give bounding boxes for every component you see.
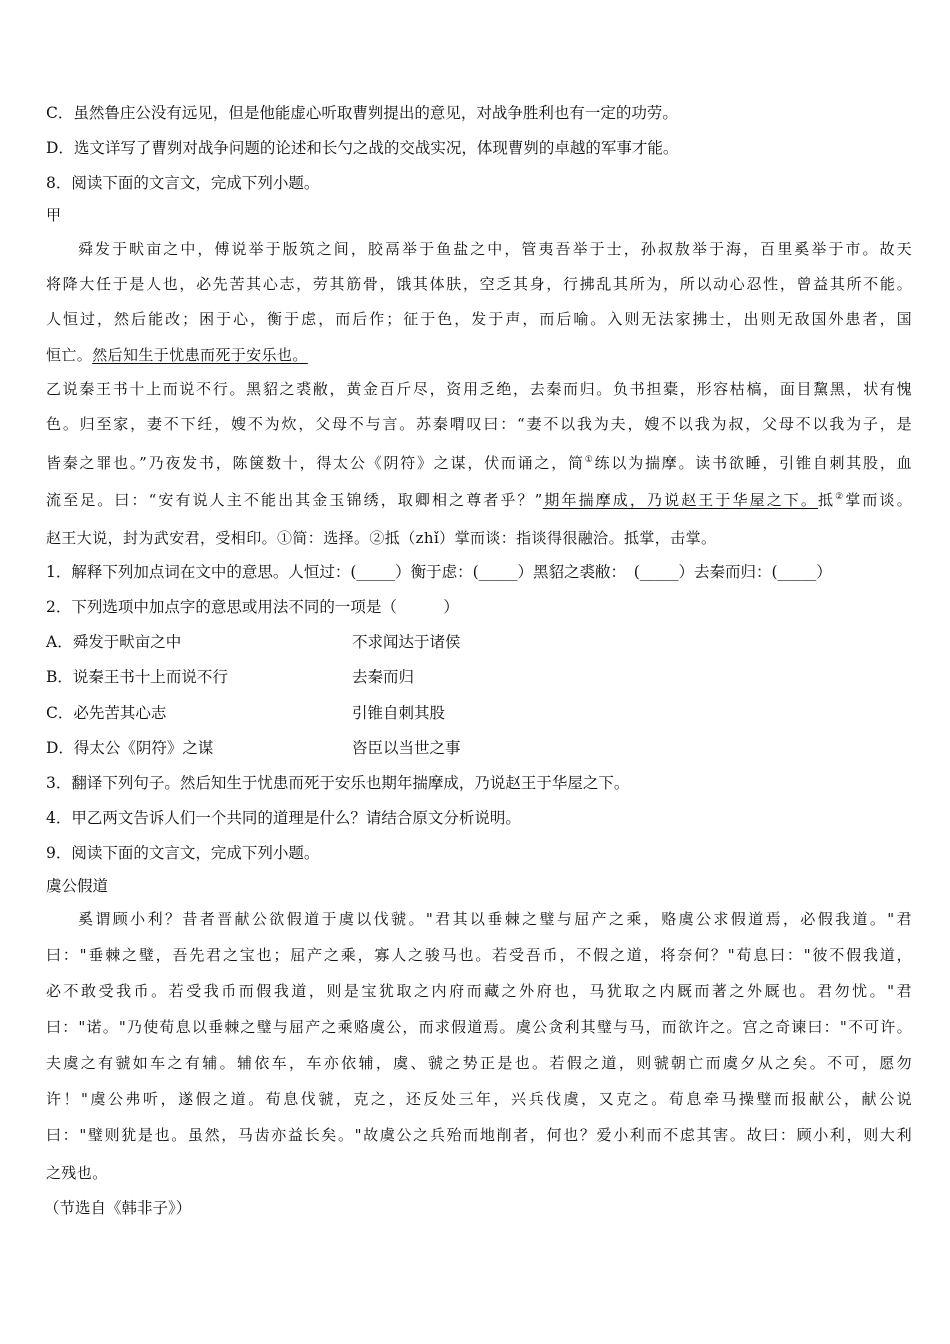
- q8-heading: 8．阅读下面的文言文，完成下列小题。: [46, 174, 320, 192]
- yi-line-4c: 抵: [818, 491, 836, 509]
- option-b-left: B．说秦王书十上而说不行: [46, 668, 228, 686]
- q9-line-2: 曰："垂棘之璧，吾先君之宝也；屈产之乘，寡人之骏马也。若受吾币，不假之道，将奈何？"荀息曰："彼不假我道，: [46, 946, 912, 964]
- q9-line-5: 夫虞之有虢如车之有辅。辅依车，车亦依辅，虞、虢之势正是也。若假之道，则虢朝亡而虞夕从之矣。不可，愿勿: [46, 1054, 912, 1072]
- q9-line-3: 必不敢受我币。若受我币而假我道，则是宝犹取之内府而藏之外府也，马犹取之内厩而著之外厩也。君勿忧。"君: [46, 982, 912, 1000]
- q9-line-4: 曰："诺。"乃使荀息以垂棘之璧与屈产之乘赂虞公，而求假道焉。虞公贪利其璧与马，而欲许之。宫之奇谏曰："不可许。: [46, 1018, 912, 1036]
- option-b-right: 去秦而归: [352, 668, 415, 686]
- q9-line-8: 之残也。: [46, 1164, 108, 1182]
- q7-option-c: C．虽然鲁庄公没有远见，但是他能虚心听取曹刿提出的意见，对战争胜利也有一定的功劳。: [46, 104, 678, 122]
- yi-line-4: [46, 490, 912, 510]
- q7-option-d: D．选文详写了曹刿对战争问题的论述和长勺之战的交战实况，体现曹刿的卓越的军事才能。: [46, 139, 679, 157]
- q8-jia-label: 甲: [46, 206, 62, 224]
- option-d-left: D．得太公《阴符》之谋: [46, 739, 214, 757]
- q8-sub3: 3．翻译下列句子。然后知生于忧患而死于安乐也期年揣摩成，乃说赵王于华屋之下。: [46, 774, 630, 792]
- yi-line-4a: 流至足。曰：“安有说人主不能出其金玉锦绣，取卿相之尊者乎？”: [46, 491, 543, 509]
- option-d-right: 咨臣以当世之事: [352, 739, 461, 757]
- q8-sub2: 2．下列选项中加点字的意思或用法不同的一项是（ ）: [46, 598, 459, 616]
- yi-line-4d: 掌而谈。: [845, 491, 913, 509]
- yi-underlined-sentence: 期年揣摩成，乃说赵王于华屋之下。: [542, 491, 819, 509]
- footnote-marker-1: ①: [584, 455, 595, 465]
- yi-line-1: 乙说秦王书十上而说不行。黑貂之裘敝，黄金百斤尽，资用乏绝，去秦而归。负书担橐，形容枯槁，面目黧黑，状有愧: [46, 380, 912, 398]
- yi-line-2: 色。归至家，妻不下纴，嫂不为炊，父母不与言。苏秦喟叹曰：“妻不以我为夫，嫂不以我为叔，父母不以我为子，是: [46, 415, 912, 433]
- jia-line-2: 将降大任于是人也，必先苦其心志，劳其筋骨，饿其体肤，空乏其身，行拂乱其所为，所以动心忍性，曾益其所不能。: [46, 275, 912, 293]
- yi-line-3b: 练以为揣摩。读书欲睡，引锥自刺其股，血: [594, 454, 913, 472]
- q9-line-1: 奚谓顾小利？昔者晋献公欲假道于虞以伐虢。"君其以垂棘之璧与屈产之乘，赂虞公求假道焉，必假我道。"君: [78, 910, 912, 928]
- q9-passage-title: 虞公假道: [46, 877, 109, 895]
- jia-line-4: [46, 345, 308, 365]
- option-a-right: 不求闻达于诸侯: [352, 633, 461, 651]
- footnote-marker-2: ②: [835, 492, 846, 502]
- jia-line-3: 人恒过，然后能改；困于心，衡于虑，而后作；征于色，发于声，而后喻。入则无法家拂士，出则无敌国外患者，国: [46, 310, 912, 328]
- q9-line-7: 曰："璧则犹是也。虽然，马齿亦益长矣。"故虞公之兵殆而地削者，何也？爱小利而不虑其害。故曰：顾小利，则大利: [46, 1126, 912, 1144]
- option-a-left: A．舜发于畎亩之中: [46, 633, 182, 651]
- jia-line-1: 舜发于畎亩之中，傅说举于版筑之间，胶鬲举于鱼盐之中，管夷吾举于士，孙叔敖举于海，百里奚举于市。故天: [78, 240, 912, 258]
- option-c-left: C．必先苦其心志: [46, 704, 167, 722]
- q9-line-6: 许！"虞公弗听，遂假之道。荀息伐虢，克之，还反处三年，兴兵伐虞，又克之。荀息牵马操璧而报献公，献公说: [46, 1090, 912, 1108]
- yi-line-5: 赵王大说，封为武安君，受相印。①简：选择。②抵（zhǐ）掌而谈：指谈得很融洽。抵掌，击掌。: [46, 529, 717, 547]
- q9-source: （节选自《韩非子》）: [44, 1199, 192, 1217]
- yi-line-3: [46, 453, 912, 473]
- option-c-right: 引锥自刺其股: [352, 704, 446, 722]
- q8-sub4: 4．甲乙两文告诉人们一个共同的道理是什么？请结合原文分析说明。: [46, 809, 521, 827]
- q9-heading: 9．阅读下面的文言文，完成下列小题。: [46, 844, 320, 862]
- q8-sub1: 1．解释下列加点词在文中的意思。人恒过：(_____）衡于虑：(_____）黑貂之裘敝： (_____）去秦而归：(_____）: [46, 563, 832, 581]
- jia-underlined-sentence: 然后知生于忧患而死于安乐也。: [92, 346, 308, 364]
- yi-line-3a: 皆秦之罪也。”乃夜发书，陈箧数十，得太公《阴符》之谋，伏而诵之，简: [46, 454, 585, 472]
- jia-line-4-text: 恒亡。: [46, 346, 93, 364]
